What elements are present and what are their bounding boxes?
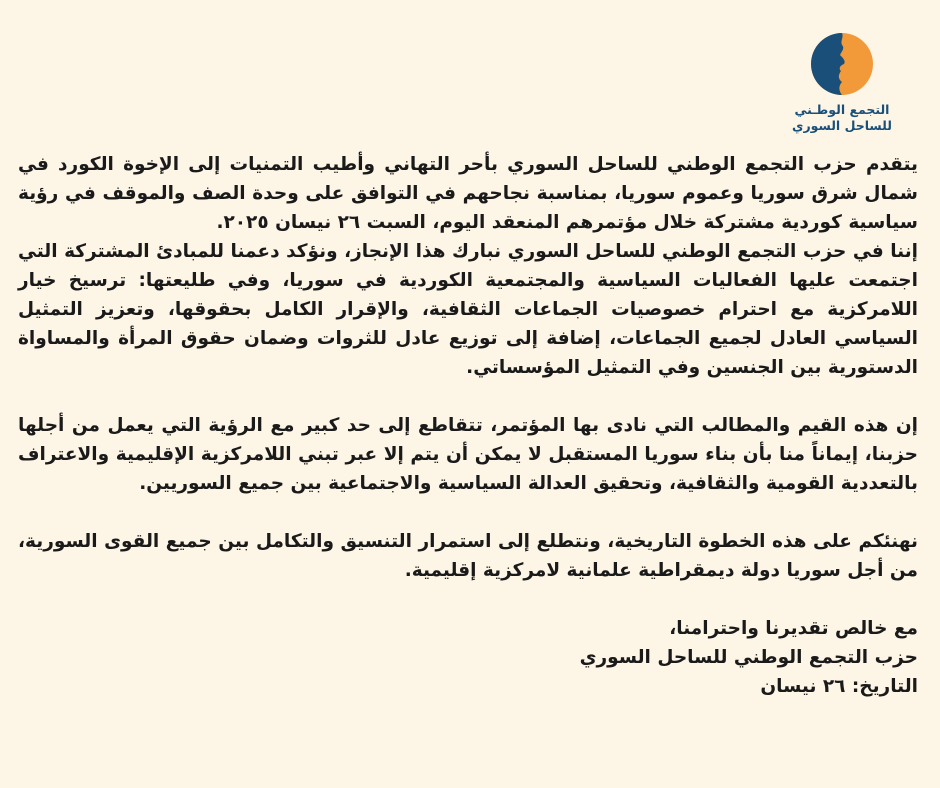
- logo-text: [782, 102, 902, 134]
- paragraph-closing-wish: نهنئكم على هذه الخطوة التاريخية، ونتطلع إلى استمرار التنسيق والتكامل بين جميع القوى السورية، من أجل سوريا دولة ديمقراطية علمانية لامركزية إقليمية.: [18, 531, 918, 581]
- signature-block: [18, 614, 918, 701]
- paragraph-support: إننا في حزب التجمع الوطني للساحل السوري نبارك هذا الإنجاز، ونؤكد دعمنا للمبادئ المشتركة التي اجتمعت عليها الفعاليات السياسية والمجتمعية الكوردية في سوريا، وفي طليعتها: ترسيخ خيار اللامركزية مع احترام خصوصيات الجماعات الثقافية، والإقرار الكامل بحقوقها، وتعزيز التمثيل السياسي العادل لجميع الجماعات، إضافة إلى توزيع عادل للثروات وضمان حقوق المرأة والمساواة الدستورية بين الجنسين وفي التمثيل المؤسساتي.: [18, 241, 918, 378]
- logo-name-line2: للساحل السوري: [792, 118, 892, 133]
- statement-body: [18, 150, 918, 701]
- logo-emblem-icon: [808, 30, 876, 98]
- party-logo: [782, 30, 902, 140]
- date-line: التاريخ: ٢٦ نيسان: [760, 676, 918, 697]
- paragraph-congratulations: يتقدم حزب التجمع الوطني للساحل السوري بأحر التهاني وأطيب التمنيات إلى الإخوة الكورد في شمال شرق سوريا وعموم سوريا، بمناسبة نجاحهم في التوافق على وحدة الصف والموقف في رؤية سياسية كوردية مشتركة خلال مؤتمرهم المنعقد اليوم، السبت ٢٦ نيسان ٢٠٢٥.: [18, 154, 918, 233]
- regards-line: مع خالص تقديرنا واحترامنا،: [669, 618, 918, 639]
- paragraph-values: إن هذه القيم والمطالب التي نادى بها المؤتمر، تتقاطع إلى حد كبير مع الرؤية التي يعمل من أجلها حزبنا، إيماناً منا بأن بناء سوريا المستقبل لا يمكن أن يتم إلا عبر تبني اللامركزية الإقليمية والاعتراف بالتعددية القومية والثقافية، وتحقيق العدالة السياسية والاجتماعية بين جميع السوريين.: [18, 415, 918, 494]
- signatory-line: حزب التجمع الوطني للساحل السوري: [579, 647, 918, 668]
- logo-name-line1: التجمع الوطـني: [794, 102, 890, 117]
